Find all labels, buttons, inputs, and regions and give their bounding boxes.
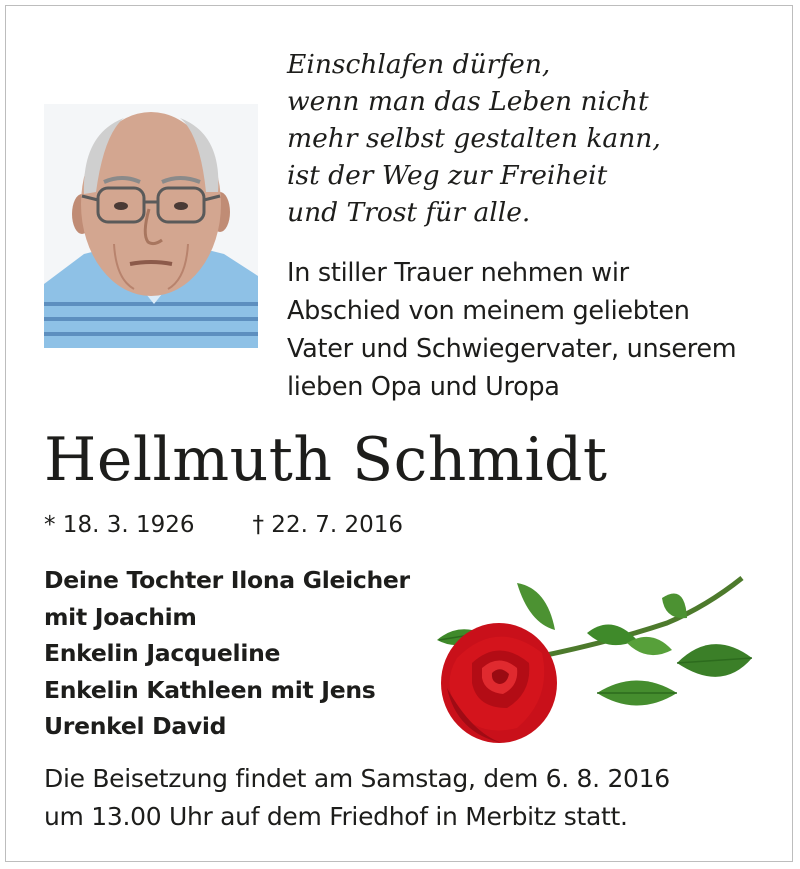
mourner-line: Enkelin Kathleen mit Jens <box>44 675 376 704</box>
poem-line: wenn man das Leben nicht <box>287 86 649 117</box>
intro-line: lieben Opa und Uropa <box>287 372 560 402</box>
deceased-name: Hellmuth Schmidt <box>44 425 608 495</box>
intro-line: Vater und Schwiegervater, unserem <box>287 334 737 364</box>
poem-line: und Trost für alle. <box>287 197 531 228</box>
intro-line: Abschied von meinem geliebten <box>287 296 690 326</box>
funeral-line: um 13.00 Uhr auf dem Friedhof in Merbitz statt. <box>44 802 628 831</box>
poem-line: mehr selbst gestalten kann, <box>287 123 661 154</box>
death-date: † 22. 7. 2016 <box>252 512 403 538</box>
mourner-line: Urenkel David <box>44 712 227 740</box>
intro-line: In stiller Trauer nehmen wir <box>287 258 629 288</box>
poem-line: Einschlafen dürfen, <box>287 49 551 80</box>
mourner-line: Deine Tochter Ilona Gleicher <box>44 566 410 594</box>
life-dates <box>44 508 403 542</box>
birth-date: * 18. 3. 1926 <box>44 512 195 538</box>
rose-image <box>437 568 757 753</box>
intro-text <box>287 254 736 406</box>
mourner-line: Enkelin Jacqueline <box>44 639 281 667</box>
funeral-info <box>44 760 670 836</box>
poem <box>287 46 661 231</box>
mourners-list <box>44 562 410 745</box>
portrait-photo <box>44 104 258 348</box>
funeral-line: Die Beisetzung findet am Samstag, dem 6. 8. 2016 <box>44 764 670 793</box>
poem-line: ist der Weg zur Freiheit <box>287 160 608 191</box>
mourner-line: mit Joachim <box>44 602 197 631</box>
